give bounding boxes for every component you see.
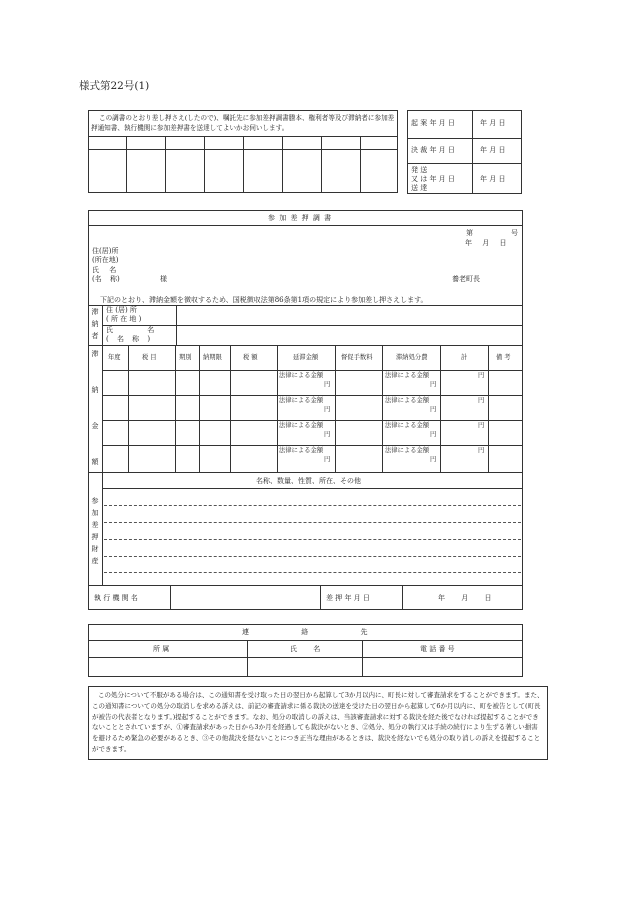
form-number: 様式第22号(1) xyxy=(79,80,150,92)
agency-col-divider xyxy=(320,585,321,610)
address-label: 住(居)所 xyxy=(92,247,119,255)
column-header-year: 年度 xyxy=(108,354,121,361)
honorific: 様 xyxy=(160,275,167,283)
column-header-disposition-fee: 滞納処分費 xyxy=(396,354,428,361)
legal-amount-label: 法律による金額 xyxy=(385,447,430,454)
property-side-label-5: 財 xyxy=(91,545,99,553)
legal-amount-label: 法律による金額 xyxy=(385,397,430,404)
legal-amount-label: 法律による金額 xyxy=(279,397,324,404)
amount-col-divider xyxy=(488,345,489,472)
agency-col-divider xyxy=(402,585,403,610)
amount-row-divider xyxy=(102,445,523,446)
seal-col-divider xyxy=(282,136,283,193)
contact-department-header: 所 属 xyxy=(153,645,170,653)
debtor-side-label-3: 者 xyxy=(91,332,99,340)
amount-side-label-3: 金 xyxy=(91,422,99,430)
property-header-divider xyxy=(102,488,523,489)
debtor-section-end xyxy=(88,345,523,346)
debtor-address-label: 住 (居) 所 xyxy=(106,306,137,314)
seizure-date-value: 年 月 日 xyxy=(438,594,492,602)
column-header-tax-item: 税 目 xyxy=(142,354,157,361)
agency-row-top xyxy=(88,585,523,586)
seal-col-divider xyxy=(126,136,127,193)
yen-label: 円 xyxy=(324,456,331,463)
amount-col-divider xyxy=(335,345,336,472)
dates-col-divider xyxy=(472,110,473,194)
amount-col-divider xyxy=(277,345,278,472)
yen-label: 円 xyxy=(324,381,331,388)
corp-name-label: (名 称) xyxy=(92,275,120,283)
contact-name-header: 氏 名 xyxy=(290,645,321,653)
amount-section-end xyxy=(88,472,523,473)
column-header-remarks: 備 考 xyxy=(496,354,511,361)
draft-date-value: 年 月 日 xyxy=(480,119,506,127)
column-header-late-fee: 延滞金額 xyxy=(293,354,319,361)
seal-col-divider xyxy=(243,136,244,193)
contact-col-divider xyxy=(247,640,248,677)
seal-col-divider xyxy=(165,136,166,193)
property-side-label-2: 加 xyxy=(91,509,99,517)
contact-title-divider xyxy=(88,640,523,641)
property-side-label-4: 押 xyxy=(91,533,99,541)
amount-row-divider xyxy=(102,395,523,396)
legal-amount-label: 法律による金額 xyxy=(385,422,430,429)
seizure-record-box xyxy=(88,210,523,610)
amount-header-divider xyxy=(102,370,523,371)
debtor-name-label: 氏 名 xyxy=(106,326,155,334)
property-ruled-line xyxy=(104,505,521,506)
yen-label: 円 xyxy=(430,456,437,463)
record-title: 参 加 差 押 調 書 xyxy=(268,214,333,222)
record-date: 年 月 日 xyxy=(465,239,507,247)
property-side-label-6: 産 xyxy=(91,557,99,565)
yen-label: 円 xyxy=(430,431,437,438)
yen-label: 円 xyxy=(324,406,331,413)
legal-amount-label: 法律による金額 xyxy=(385,372,430,379)
send-date-label-3: 送 達 xyxy=(411,184,428,192)
property-side-label-3: 差 xyxy=(91,521,99,529)
number-suffix: 号 xyxy=(511,229,518,237)
property-side-label-1: 参 xyxy=(91,497,99,505)
amount-col-divider xyxy=(230,345,231,472)
decision-date-value: 年 月 日 xyxy=(480,146,506,154)
contact-header-divider xyxy=(88,657,523,658)
location-label: (所在地) xyxy=(92,256,119,264)
contact-phone-header: 電 話 番 号 xyxy=(420,645,455,653)
title-divider xyxy=(88,225,523,226)
amount-side-label-2: 納 xyxy=(91,386,99,394)
seal-col-divider xyxy=(204,136,205,193)
name-label: 氏 名 xyxy=(92,266,117,274)
amount-side-label-4: 額 xyxy=(91,458,99,466)
column-header-reminder-fee: 督促手数料 xyxy=(341,354,373,361)
legal-amount-label: 法律による金額 xyxy=(279,372,324,379)
send-date-value: 年 月 日 xyxy=(480,175,506,183)
yen-label: 円 xyxy=(430,406,437,413)
draft-date-label: 起 案 年 月 日 xyxy=(411,119,455,127)
yen-label: 円 xyxy=(478,372,485,379)
legal-amount-label: 法律による金額 xyxy=(279,422,324,429)
dates-row-divider xyxy=(407,138,522,139)
agency-label: 執 行 機 関 名 xyxy=(94,594,138,602)
amount-col-divider xyxy=(199,345,200,472)
number-label: 第 xyxy=(466,229,473,237)
column-header-total: 計 xyxy=(461,354,468,361)
decision-date-label: 決 裁 年 月 日 xyxy=(411,146,455,154)
amount-col-divider xyxy=(440,345,441,472)
agency-col-divider xyxy=(170,585,171,610)
property-ruled-line xyxy=(104,539,521,540)
debtor-side-label-1: 滞 xyxy=(91,308,99,316)
amount-col-divider xyxy=(128,345,129,472)
appeal-notice: この処分について不服がある場合は、この通知書を受け取った日の翌日から起算して3か月以内に、町長に対して審査請求をすることができます。また、この通知書についての処分の取消しを求める訴えは、前記の審査請求に係る裁決の送達を受けた日の翌日から起算して6か月以内に、町を被告として(町長が被告の代表者となります。)提起することができます。なお、処分の取消しの訴えは、当該審査請求に対する裁決を経た後でなければ提起することができないこととされていますが、①審査請求があった日から3か月を経過しても裁決がないとき、②処分、処分の執行又は手続の続行により生ずる著しい損害を避けるため緊急の必要があるとき、③その他裁決を経ないことにつき正当な理由があるときは、裁決を経ないでも処分の取り消しの訴えを提起することができます。 xyxy=(92,691,544,753)
contact-title: 連 絡 先 xyxy=(242,628,368,636)
property-header: 名称、数量、性質、所在、その他 xyxy=(256,477,361,485)
yen-label: 円 xyxy=(478,447,485,454)
property-ruled-line xyxy=(104,556,521,557)
seizure-date-label: 差 押 年 月 日 xyxy=(326,594,370,602)
column-header-period: 期別 xyxy=(179,354,192,361)
amount-col-divider xyxy=(175,345,176,472)
dates-row-divider xyxy=(407,163,522,164)
yen-label: 円 xyxy=(478,397,485,404)
debtor-side-label-2: 納 xyxy=(91,320,99,328)
send-date-label-2: 又 は 年 月 日 xyxy=(411,175,455,183)
legal-amount-label: 法律による金額 xyxy=(279,447,324,454)
contact-col-divider xyxy=(362,640,363,677)
debtor-location-label: ( 所 在 地 ) xyxy=(106,315,142,323)
yen-label: 円 xyxy=(430,381,437,388)
send-date-label-1: 発 送 xyxy=(411,166,428,174)
yen-label: 円 xyxy=(478,422,485,429)
debtor-corp-label: ( 名 称 ) xyxy=(106,335,151,343)
statement-divider xyxy=(88,305,523,306)
property-ruled-line xyxy=(104,522,521,523)
yen-label: 円 xyxy=(324,431,331,438)
amount-row-divider xyxy=(102,420,523,421)
amount-col-divider xyxy=(382,345,383,472)
column-header-due-date: 納期限 xyxy=(203,354,222,361)
amount-side-label-1: 滞 xyxy=(91,350,99,358)
column-header-tax-amount: 税 額 xyxy=(243,354,258,361)
seal-col-divider xyxy=(321,136,322,193)
issuer: 養老町長 xyxy=(452,275,480,283)
statement: 下記のとおり、滞納金額を徴収するため、国税徴収法第86条第1項の規定により参加差し押さえします。 xyxy=(100,296,428,304)
seal-col-divider xyxy=(360,136,361,193)
approval-text: この調書のとおり差し押さえ(したので)、嘱託先に参加差押調書謄本、権利者等及び滞納者に参加差押通知書、執行機関に参加差押書を送達してよいかお伺いします。 xyxy=(91,114,395,132)
debtor-row-divider xyxy=(102,325,523,326)
property-ruled-line xyxy=(104,572,521,573)
